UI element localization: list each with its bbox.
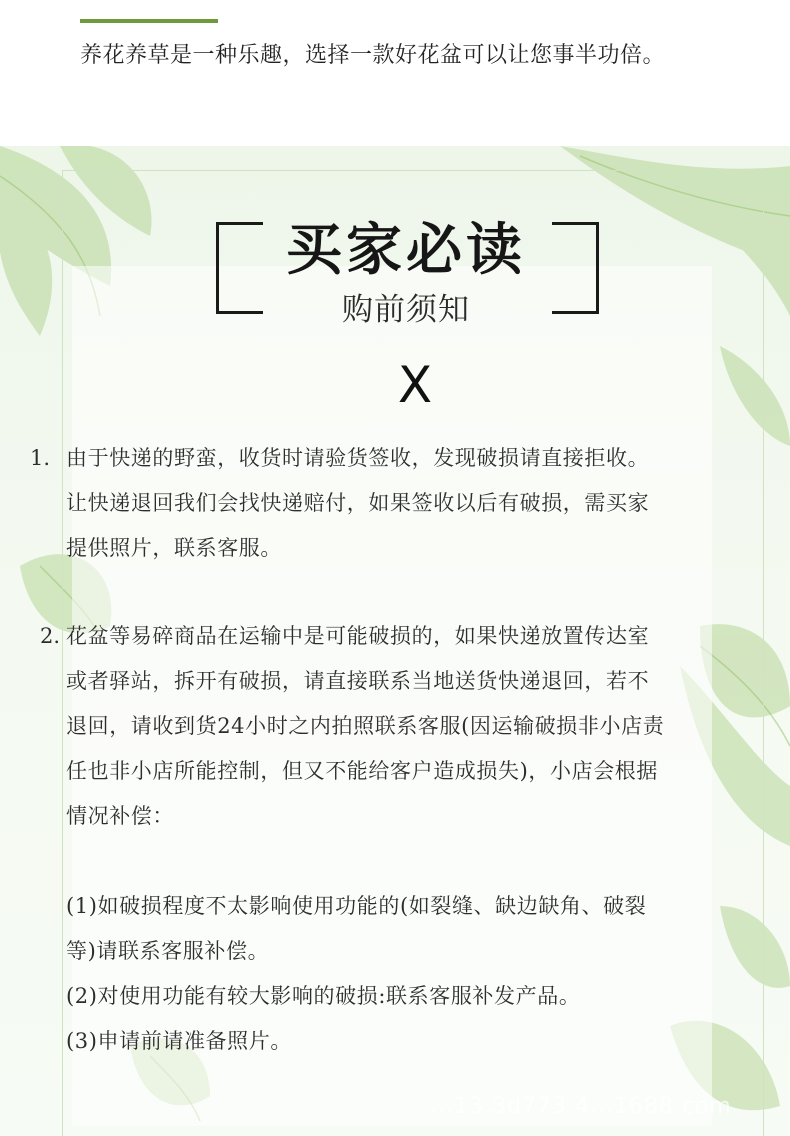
item-2-line: 花盆等易碎商品在运输中是可能破损的，如果快递放置传达室 [66, 624, 650, 648]
watermark: ...13.3d773.4...1688.com [430, 1094, 732, 1119]
cross-mark: X [397, 356, 433, 414]
sub-item-list [66, 884, 646, 1064]
item-1-line: 让快递退回我们会找快递赔付，如果签收以后有破损，需买家 [66, 491, 650, 515]
item-1-line: 由于快递的野蛮，收货时请验货签收，发现破损请直接拒收。 [66, 446, 650, 470]
header-tagline: 养花养草是一种乐趣，选择一款好花盆可以让您事半功倍。 [80, 43, 666, 68]
item-2-line: 情况补偿： [66, 804, 174, 828]
notice-subtitle: 购前须知 [342, 292, 470, 328]
title-bracket-left [216, 222, 263, 314]
item-1-line: 提供照片，联系客服。 [66, 536, 282, 560]
header [0, 0, 790, 146]
item-2-line: 任也非小店所能控制，但又不能给客户造成损失)，小店会根据 [66, 759, 658, 783]
header-accent-rule [80, 19, 218, 23]
notice-panel [0, 146, 790, 1136]
item-2-line: 或者驿站，拆开有破损，请直接联系当地送货快递退回，若不 [66, 669, 650, 693]
sub-item-line: 等)请联系客服补偿。 [66, 939, 270, 963]
sub-item-line: (3)申请前请准备照片。 [66, 1029, 292, 1053]
item-2-text [66, 614, 664, 839]
item-1-number: 1. [30, 446, 51, 470]
sub-item-line: (1)如破损程度不太影响使用功能的(如裂缝、缺边缺角、破裂 [66, 894, 647, 918]
notice-title: 买家必读 [286, 217, 526, 283]
item-2-line: 退回，请收到货24小时之内拍照联系客服(因运输破损非小店责 [66, 714, 665, 738]
item-2-number: 2. [40, 624, 61, 648]
sub-item-line: (2)对使用功能有较大影响的破损:联系客服补发产品。 [66, 984, 581, 1008]
title-bracket-right [552, 222, 599, 314]
item-1-text [66, 436, 649, 571]
